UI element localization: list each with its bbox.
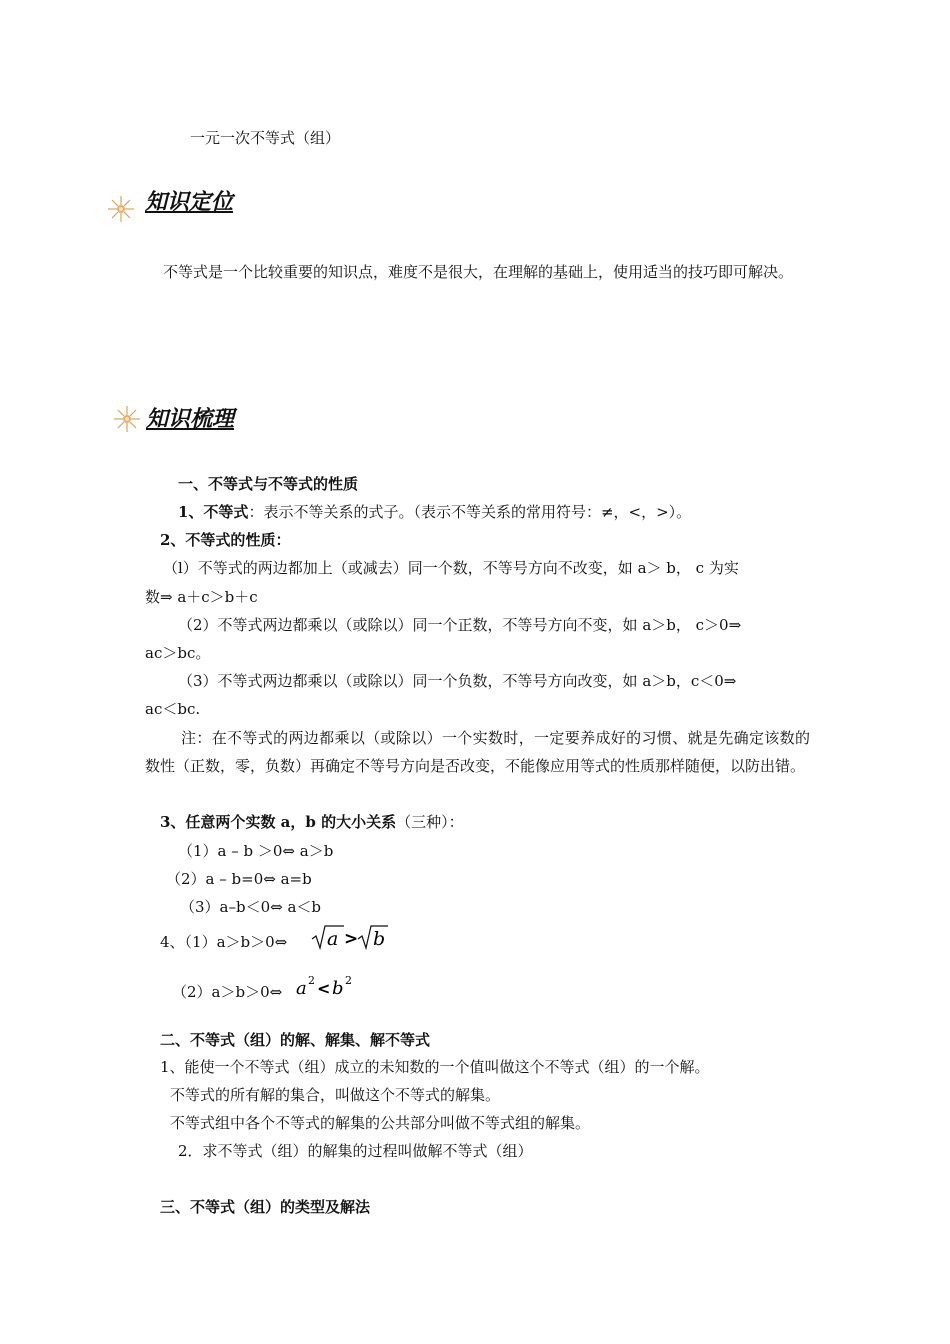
- relation-1: （1）a – b ＞0⇔ a＞b: [178, 842, 334, 860]
- item3: [160, 812, 464, 832]
- part2-line4: 2．求不等式（组）的解集的过程叫做解不等式（组）: [178, 1142, 533, 1160]
- svg-text:2: 2: [345, 974, 352, 987]
- prop2-line1: （2）不等式两边都乘以（或除以）同一个正数，不等号方向不变，如 a＞b， c＞0⇒: [178, 616, 742, 634]
- prop2-line2: ac＞bc。: [145, 644, 211, 662]
- svg-text:a: a: [327, 928, 339, 950]
- item1-text: ：表示不等关系的式子。（表示不等关系的常用符号：≠，<，>）。: [248, 503, 692, 521]
- document-title: 一元一次不等式（组）: [190, 129, 341, 147]
- part3-title: 三、不等式（组）的类型及解法: [160, 1198, 371, 1216]
- prop1-line1: （l）不等式的两边都加上（或减去）同一个数，不等号方向不改变，如 a＞ b， c 为实: [163, 559, 739, 577]
- item4-line1: [160, 932, 287, 952]
- item4-line2: [172, 982, 282, 1002]
- item3-suffix: （三种）：: [396, 813, 464, 831]
- flower-icon: [104, 192, 138, 226]
- section-heading-positioning: 知识定位: [145, 189, 234, 215]
- item4b-prefix: （2）a＞b＞0⇔: [172, 983, 283, 1001]
- item4-prefix: 4、（1）a＞b＞0⇔: [160, 933, 288, 951]
- prop1-line2: 数⇒ a＋c＞b＋c: [145, 588, 258, 606]
- relation-2: （2）a – b=0⇔ a=b: [166, 870, 312, 888]
- relation-3: （3）a–b＜0⇔ a＜b: [180, 898, 322, 916]
- prop3-line1: （3）不等式两边都乘以（或除以）同一个负数，不等号方向改变，如 a＞b，c＜0⇒: [178, 672, 737, 690]
- square-inequality-formula: [295, 972, 361, 1002]
- part2-title: 二、不等式（组）的解、解集、解不等式: [160, 1031, 431, 1049]
- prop3-line2: ac＜bc.: [145, 700, 201, 718]
- svg-text:a: a: [296, 978, 307, 999]
- section-heading-review: 知识梳理: [146, 406, 235, 432]
- part2-line1: 1、能使一个不等式（组）成立的未知数的一个值叫做这个不等式（组）的一个解。: [160, 1058, 710, 1076]
- note-paragraph: 注：在不等式的两边都乘以（或除以）一个实数时，一定要养成好的习惯、就是先确定该数的数性（正数，零，负数）再确定不等号方向是否改变，不能像应用等式的性质那样随便，以防出错。: [145, 729, 810, 775]
- svg-text:2: 2: [308, 974, 315, 987]
- section-body: 不等式是一个比较重要的知识点，难度不是很大，在理解的基础上，使用适当的技巧即可解决。: [163, 263, 794, 281]
- item1: [178, 502, 691, 522]
- svg-text:b: b: [332, 978, 344, 999]
- svg-text:<: <: [317, 979, 331, 998]
- flower-icon: [110, 402, 144, 436]
- item2-label: 2、不等式的性质：: [160, 531, 291, 549]
- svg-text:b: b: [373, 928, 386, 950]
- part2-line3: 不等式组中各个不等式的解集的公共部分叫做不等式组的解集。: [170, 1114, 591, 1132]
- svg-text:>: >: [344, 929, 359, 949]
- part2-line2: 不等式的所有解的集合，叫做这个不等式的解集。: [170, 1086, 501, 1104]
- part1-title: 一、不等式与不等式的性质: [178, 475, 359, 493]
- item1-label: 1、不等式: [178, 503, 249, 521]
- sqrt-inequality-formula: [310, 922, 390, 952]
- item3-label: 3、任意两个实数 a，b 的大小关系: [160, 813, 397, 831]
